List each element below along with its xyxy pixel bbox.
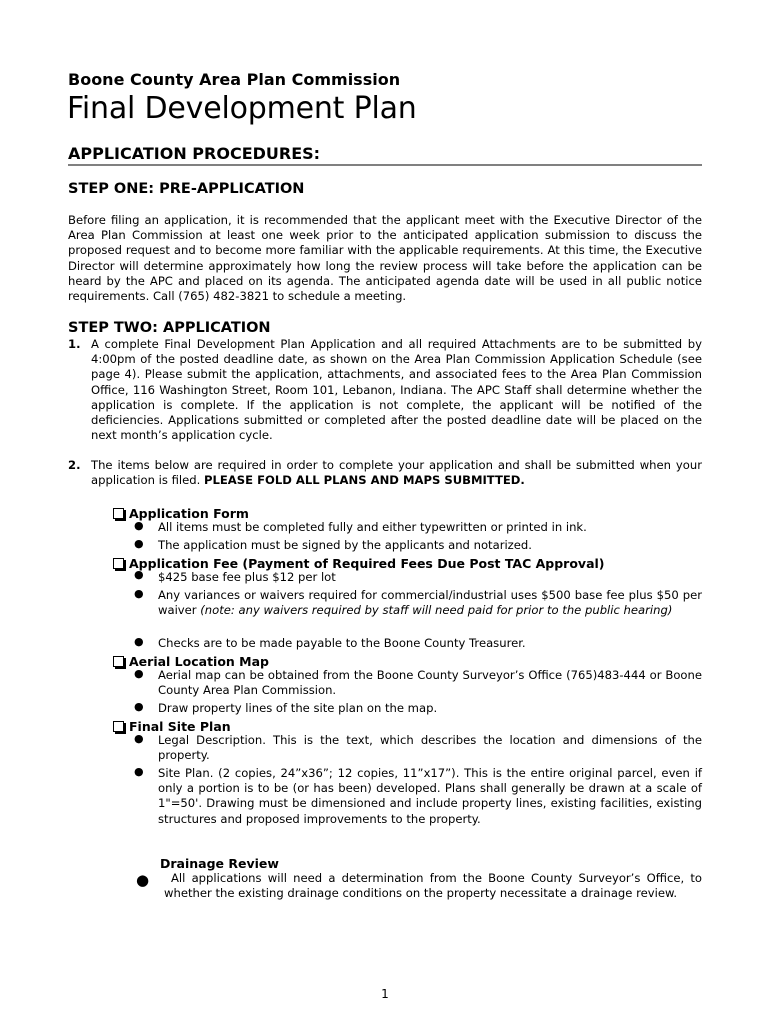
item-1-text: A complete Final Development Plan Application and all required Attachments are to be submitted by 4:00pm of the posted deadline date, as shown on the Area Plan Commission Application Schedule (see page 4). Please submit the application, attachments, and associated fees to the Area Plan Commission Office, 116 Washington Street, Room 101, Lebanon, Indiana. The APC Staff shall determine whether the application is complete. If the application is not complete, the applicant will be notified of the deficiencies. Applications submitted or completed after the posted deadline date will be placed on the next month’s application cycle. (91, 337, 702, 443)
checkbox-icon (113, 558, 124, 569)
item-2-body: The items below are required in order to complete your application and shall be submitted when your application is filed. (91, 458, 702, 488)
bullet-icon: ● (134, 667, 144, 680)
step-one-heading: STEP ONE: PRE-APPLICATION (68, 181, 305, 197)
section-heading: APPLICATION PROCEDURES: (68, 144, 321, 163)
application-fee-label: Application Fee (Payment of Required Fees Due Post TAC Approval) (129, 556, 605, 571)
app-fee-bullet-2-note: (note: any waivers required by staff will need paid for prior to the public hearing) (200, 603, 673, 618)
aerial-bullet-1: Aerial map can be obtained from the Boone County Surveyor’s Office (765)483-444 or Boone County Area Plan Commission. (158, 668, 702, 698)
drainage-heading: Drainage Review (160, 856, 279, 871)
page-title: Final Development Plan (67, 91, 417, 126)
app-fee-bullet-1: $425 base fee plus $12 per lot (158, 570, 336, 584)
aerial-bullet-2: Draw property lines of the site plan on the map. (158, 701, 438, 715)
item-2-emphasis: PLEASE FOLD ALL PLANS AND MAPS SUBMITTED. (203, 473, 525, 488)
site-plan-bullet-2: Site Plan. (2 copies, 24”x36”; 12 copies, 11”x17”). This is the entire original parcel, even if only a portion is to be (or has been) developed. Plans shall generally be drawn at a scale of 1"=50'. Drawing must be dimensioned and include property lines, existing facilities, existing structures and proposed improvements to the property. (158, 766, 702, 826)
checkbox-icon (113, 508, 124, 519)
bullet-icon: ● (134, 700, 144, 713)
bullet-icon: ● (134, 765, 144, 778)
app-fee-bullet-2 (158, 588, 702, 618)
checkbox-icon (113, 656, 124, 667)
checklist-site-plan (113, 719, 231, 734)
bullet-icon: ● (134, 519, 144, 532)
bullet-icon: ● (134, 732, 144, 745)
item-2-text (91, 458, 702, 488)
bullet-icon: ● (134, 568, 144, 581)
app-form-bullet-1: All items must be completed fully and either typewritten or printed in ink. (158, 520, 587, 534)
page-number: 1 (381, 987, 389, 1001)
aerial-map-label: Aerial Location Map (129, 654, 269, 669)
step-two-heading: STEP TWO: APPLICATION (68, 320, 271, 336)
item-1-number: 1. (68, 337, 81, 351)
application-form-label: Application Form (129, 506, 249, 521)
checkbox-icon (113, 721, 124, 732)
app-fee-bullet-2-text: Any variances or waivers required for commercial/industrial uses $500 base fee plus $50 per waiver (158, 588, 702, 618)
step-one-text: Before filing an application, it is recommended that the applicant meet with the Executive Director of the Area Plan Commission at least one week prior to the anticipated application submission to discuss the proposed request and to become more familiar with the applicable requirements. At this time, the Executive Director will determine approximately how long the review process will take before the application can be heard by the APC and placed on its agenda. The anticipated agenda date will be used in all public notice requirements. Call (765) 482-3821 to schedule a meeting. (68, 213, 702, 304)
drainage-text: All applications will need a determination from the Boone County Surveyor’s Office, to whether the existing drainage conditions on the property necessitate a drainage review. (164, 871, 702, 901)
checklist-application-fee (113, 556, 605, 571)
site-plan-bullet-1: Legal Description. This is the text, which describes the location and dimensions of the property. (158, 733, 702, 763)
divider (68, 164, 702, 166)
bullet-icon: ● (136, 871, 150, 889)
site-plan-label: Final Site Plan (129, 719, 231, 734)
bullet-icon: ● (134, 537, 144, 550)
bullet-icon: ● (134, 635, 144, 648)
item-2-number: 2. (68, 458, 81, 472)
bullet-icon: ● (134, 587, 144, 600)
app-form-bullet-2: The application must be signed by the applicants and notarized. (158, 538, 532, 552)
app-fee-bullet-3: Checks are to be made payable to the Boone County Treasurer. (158, 636, 526, 650)
org-name: Boone County Area Plan Commission (68, 70, 401, 89)
